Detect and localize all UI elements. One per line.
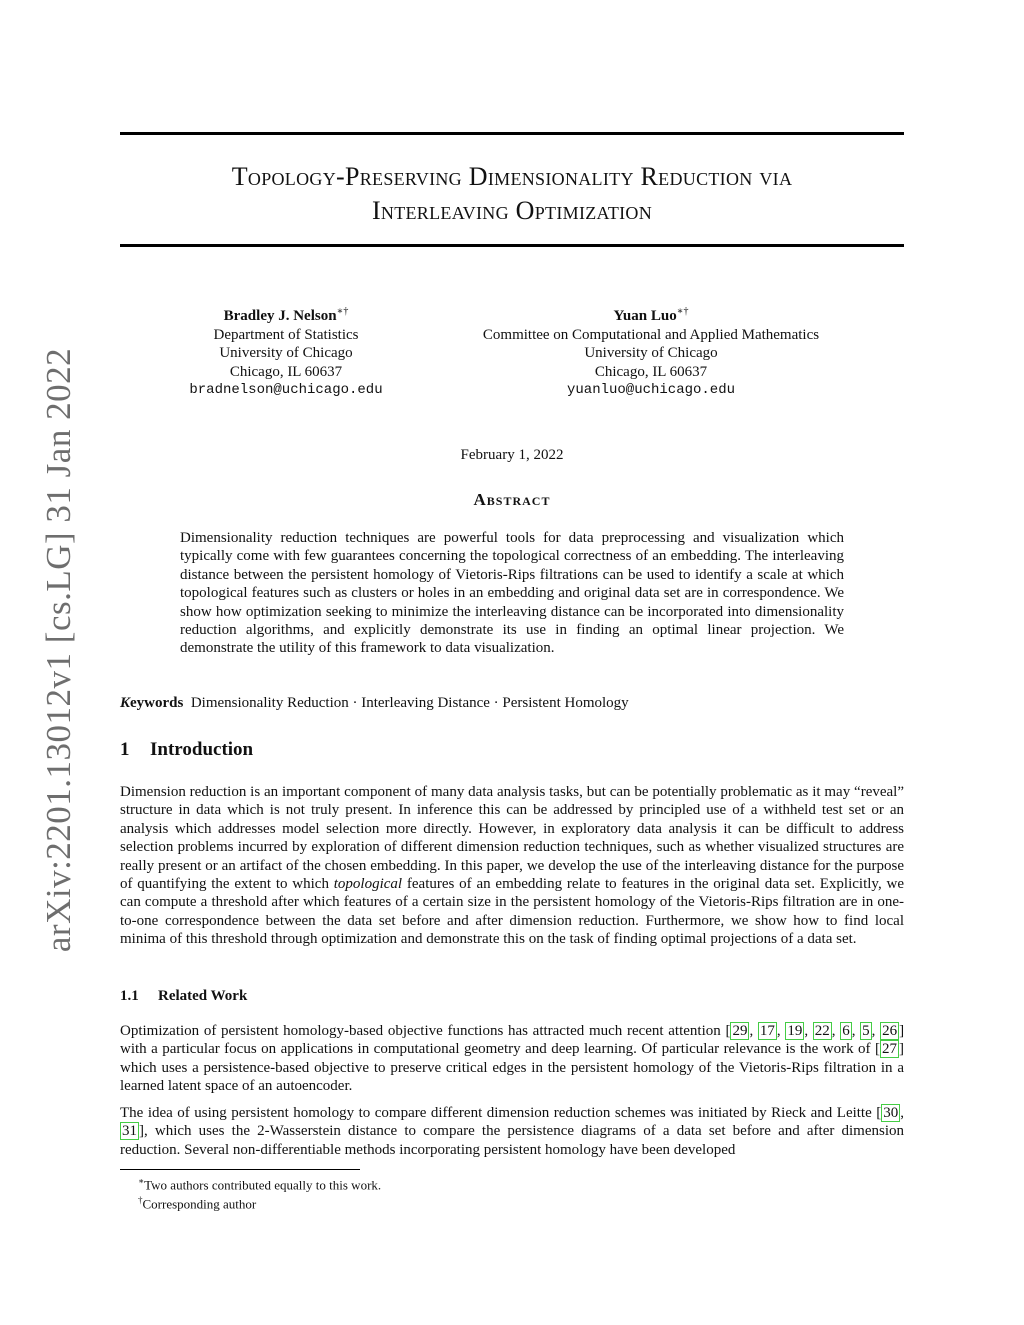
subsection-heading-related-work: 1.1 Related Work (120, 988, 248, 1004)
citation-link[interactable]: 31 (122, 1123, 137, 1140)
author-city: Chicago, IL 60637 (229, 363, 343, 380)
citation-link[interactable]: 27 (882, 1041, 897, 1058)
citation-link[interactable]: 19 (787, 1023, 803, 1039)
author-name: Bradley J. Nelson∗† (223, 306, 349, 324)
keywords-text: Dimensionality Reduction · Interleaving Distance · Persistent Homology (190, 695, 629, 711)
keywords-label: Keywords (120, 695, 184, 711)
footnote-equal-contribution: ∗Two authors contributed equally to this work. (138, 1176, 382, 1193)
title-line-2: Interleaving Optimization (371, 196, 653, 225)
citation-link[interactable]: 30 (883, 1105, 899, 1121)
paper-title (120, 160, 904, 228)
author-block-luo (440, 307, 862, 400)
citation-link[interactable]: 26 (882, 1023, 898, 1039)
citation-link[interactable]: 22 (814, 1023, 830, 1039)
keywords-line (120, 695, 629, 712)
author-university: University of Chicago (584, 345, 718, 361)
author-department: Committee on Computational and Applied Mathematics (482, 326, 820, 343)
author-email[interactable]: yuanluo@uchicago.edu (566, 382, 736, 398)
author-department: Department of Statistics (213, 326, 359, 343)
footnote-corresponding-author: †Corresponding author (138, 1195, 257, 1212)
title-rule-bottom (120, 244, 904, 247)
citation-link[interactable]: 5 (862, 1023, 870, 1039)
citation-link[interactable]: 6 (842, 1023, 850, 1039)
introduction-paragraph: Dimension reduction is an important component of many data analysis tasks, but can be potentially problematic as it may “reveal” structure in data which is not truly present. In inference this can be addressed by principled use of a withheld test set or an analysis which addresses model selection more directly. However, in exploratory data analysis it can be difficult to address selection problems incurred by exploration of different dimension reduction techniques, such as whether visualized structures are really present or an artifact of the chosen embedding. In this paper, we develop the use of the interleaving distance for the purpose of quantifying the extent to which topological features of an embedding relate to features in the original data set. Explicitly, we can compute a threshold after which features of a certain size in the persistent homology of the Vietoris-Rips filtration are in one-to-one correspondence between the data set before and after dimension reduction. Furthermore, we show how to find local minima of this threshold through optimization and demonstrate this on the task of finding optimal projections of a data set. (120, 784, 904, 948)
author-university: University of Chicago (219, 345, 353, 361)
citation-link[interactable]: 17 (759, 1023, 775, 1039)
author-city: Chicago, IL 60637 (594, 363, 708, 380)
abstract-heading: Abstract (473, 490, 551, 509)
abstract-text: Dimensionality reduction techniques are powerful tools for data preprocessing and visualization which typically come with few guarantees concerning the topological correctness of an embedding. The interleaving distance between the persistent homology of Vietoris-Rips filtrations can be used to identify a scale at which topological features such as clusters or holes in an embedding and original data set are in correspondence. We show how optimization seeking to minimize the interleaving distance can be incorporated into dimensionality reduction algorithms, and explicitly demonstrate its use in finding an optimal linear projection. We demonstrate the utility of this framework to data visualization. (180, 530, 844, 657)
title-rule-top (120, 132, 904, 135)
related-work-paragraph-1: Optimization of persistent homology-based objective functions has attracted much recent attention [ 29 , 17 , 19 , 22 , 6 , 5 , 26 ] with a particular focus on applications in computational geometry and deep learning. Of particular relevance is the work of [ 27 ] which uses a persistence-based objective to preserve critical edges in the persistent homology of the Vietoris-Rips filtration in a learned latent space of an autoencoder. (120, 1023, 905, 1095)
citation-link[interactable]: 29 (732, 1023, 748, 1039)
section-heading-introduction: 1 Introduction (120, 739, 254, 760)
footnote-divider (120, 1169, 360, 1170)
related-work-paragraph-2: The idea of using persistent homology to compare different dimension reduction schemes was initiated by Rieck and Leitte [ 30 , 31 ], which uses the 2-Wasserstein distance to compare the persistence diagrams of a data set before and after dimension reduction. Several non-differentiable methods incorporating persistent homology have been developed (120, 1105, 904, 1158)
title-line-1: Topology-Preserving Dimensionality Reduction via (231, 162, 793, 191)
author-email[interactable]: bradnelson@uchicago.edu (189, 382, 383, 398)
author-name: Yuan Luo∗† (613, 306, 689, 324)
arxiv-identifier-stamp: arXiv:2201.13012v1 [cs.LG] 31 Jan 2022 (39, 347, 78, 953)
author-block-nelson (170, 307, 402, 400)
publication-date: February 1, 2022 (460, 447, 564, 463)
